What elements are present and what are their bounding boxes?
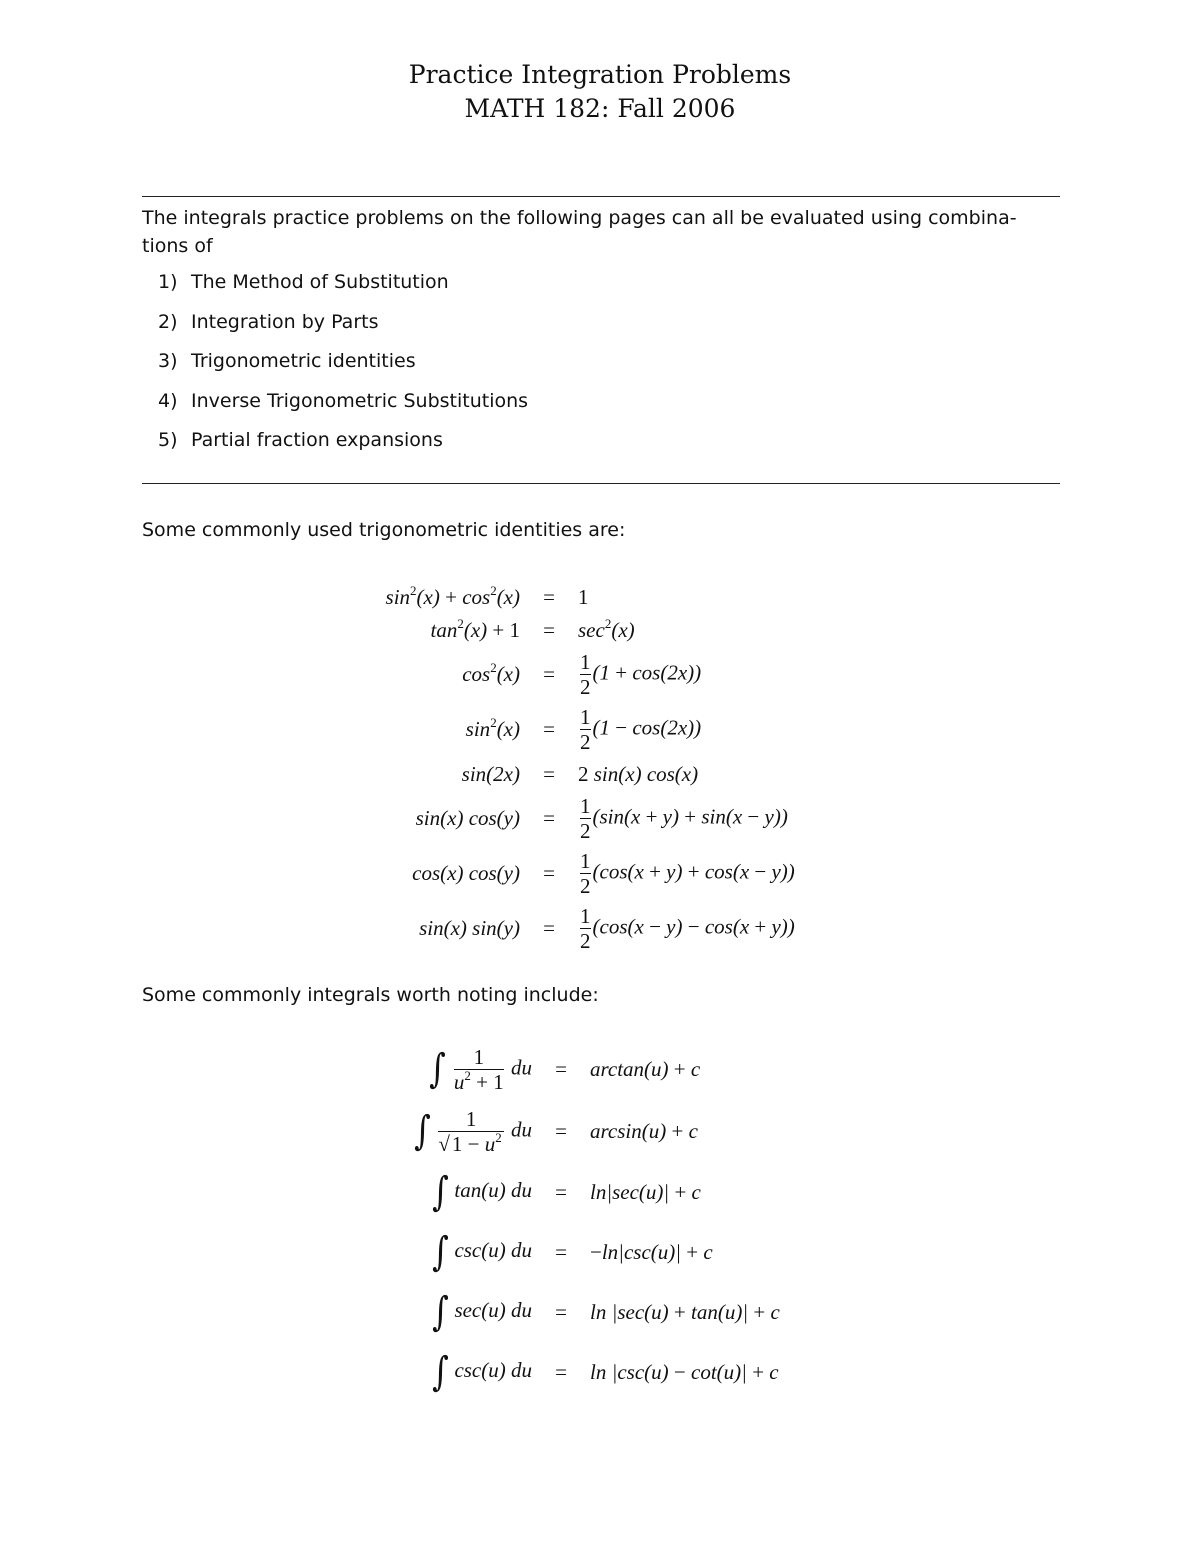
list-item-number: 2) xyxy=(158,310,178,333)
integral-lhs: ∫ $\frac{1}{u^2 + 1}$ du xyxy=(429,1044,532,1094)
integral-sign: ∫ xyxy=(431,1169,449,1215)
integrand-fraction: $\frac{1}{u^2 + 1}$ xyxy=(453,1044,504,1094)
integral-rhs: arctan(u) + c xyxy=(590,1056,701,1081)
equals-sign: = xyxy=(555,1239,567,1264)
identity-lhs: sin(x) cos(y) xyxy=(415,806,520,830)
list-item xyxy=(158,387,528,427)
list-item-number: 1) xyxy=(158,271,178,293)
equals-sign: = xyxy=(543,618,555,642)
identity-lhs: $\tan^2(x) + 1$ xyxy=(430,616,520,642)
equals-sign: = xyxy=(555,1359,567,1384)
identity-rhs: $\frac{1}{2}$ (1 − cos(2x)) xyxy=(580,705,702,754)
identity-rhs: $\sec^2(x)$ xyxy=(578,616,635,642)
equals-sign: = xyxy=(543,916,555,940)
identity-rhs: $\frac{1}{2}$ (sin(x + y) + sin(x − y)) xyxy=(580,794,788,843)
page-subtitle: MATH 182: Fall 2006 xyxy=(464,94,736,123)
integral-row xyxy=(380,1038,860,1100)
integral-lhs: ∫ csc(u) du xyxy=(431,1349,532,1395)
equals-sign: = xyxy=(555,1179,567,1204)
intro-paragraph: The integrals practice problems on the following pages can all be evaluated using combina- tions of xyxy=(142,207,1017,257)
integral-row xyxy=(380,1162,860,1222)
identity-rhs: $\frac{1}{2}$ (cos(x + y) + cos(x − y)) xyxy=(580,849,795,898)
integral-row xyxy=(380,1282,860,1342)
integral-rhs: ln |sec(u) + tan(u)| + c xyxy=(590,1299,780,1324)
identity-lhs: $\sin^2(x)$ xyxy=(465,715,520,741)
methods-list xyxy=(158,268,528,466)
list-item-label: Trigonometric identities xyxy=(191,350,416,372)
identity-rhs: $\frac{1}{2}$ (cos(x − y) − cos(x + y)) xyxy=(580,904,795,953)
identity-rhs: 2 sin(x) cos(x) xyxy=(578,761,699,786)
top-rule xyxy=(142,196,1060,197)
list-item-number: 4) xyxy=(158,389,178,412)
integral-rhs: ln|sec(u)| + c xyxy=(590,1179,701,1204)
bottom-rule xyxy=(142,483,1060,484)
identity-row xyxy=(330,846,870,901)
page-title: Practice Integration Problems xyxy=(408,60,792,89)
integral-lhs: ∫ sec(u) du xyxy=(431,1289,532,1335)
list-item xyxy=(158,347,528,387)
integrand-fraction: $\frac{1}{√1 - u^2}$ xyxy=(438,1106,502,1156)
integral-sign: ∫ xyxy=(429,1046,446,1092)
fraction-half: $\frac{1}{2}$ xyxy=(580,849,591,898)
identity-row xyxy=(330,580,870,614)
equals-sign: = xyxy=(543,761,555,786)
integral-row xyxy=(380,1222,860,1282)
identity-lhs: $\cos^2(x)$ xyxy=(462,660,520,686)
integrals-table xyxy=(380,1038,860,1402)
integral-rhs: arcsin(u) + c xyxy=(590,1118,698,1143)
integral-lhs: ∫ csc(u) du xyxy=(431,1229,532,1275)
equals-sign: = xyxy=(543,806,555,830)
fraction-half: $\frac{1}{2}$ xyxy=(580,650,591,699)
fraction-half: $\frac{1}{2}$ xyxy=(580,705,591,754)
identity-row xyxy=(330,901,870,956)
integral-sign: ∫ xyxy=(413,1108,431,1154)
integral-lhs: ∫ $\frac{1}{√1 - u^2}$ du xyxy=(413,1106,532,1156)
integral-sign: ∫ xyxy=(431,1349,449,1395)
identity-row xyxy=(330,647,870,702)
list-item-label: Integration by Parts xyxy=(191,310,379,333)
identities-heading: Some commonly used trigonometric identities are: xyxy=(142,519,626,541)
identity-lhs: sin(2x) xyxy=(461,761,520,786)
equals-sign: = xyxy=(555,1056,567,1081)
equals-sign: = xyxy=(543,662,555,686)
integral-lhs: ∫ tan(u) du xyxy=(431,1169,532,1215)
list-item-number: 5) xyxy=(158,429,178,451)
integral-row xyxy=(380,1342,860,1402)
title-block xyxy=(0,58,1200,126)
list-item-label: Inverse Trigonometric Substitutions xyxy=(191,389,529,412)
identities-table xyxy=(330,580,870,956)
integral-sign: ∫ xyxy=(431,1229,449,1275)
identity-lhs: sin(x) sin(y) xyxy=(419,916,520,940)
identity-row xyxy=(330,791,870,846)
equals-sign: = xyxy=(543,584,555,609)
identity-lhs: cos(x) cos(y) xyxy=(412,861,520,885)
list-item-label: The Method of Substitution xyxy=(191,271,449,293)
integral-rhs: ln |csc(u) − cot(u)| + c xyxy=(590,1359,779,1384)
identity-rhs: $\frac{1}{2}$ (1 + cos(2x)) xyxy=(580,650,702,699)
list-item xyxy=(158,268,528,308)
list-item-number: 3) xyxy=(158,350,178,372)
integrals-heading: Some commonly integrals worth noting include: xyxy=(142,984,599,1006)
fraction-half: $\frac{1}{2}$ xyxy=(580,794,591,843)
equals-sign: = xyxy=(543,861,555,885)
integral-row xyxy=(380,1100,860,1162)
identity-rhs: 1 xyxy=(578,584,589,609)
equals-sign: = xyxy=(555,1299,567,1324)
identity-row xyxy=(330,757,870,791)
equals-sign: = xyxy=(543,717,555,741)
identity-lhs: $\sin^2(x) + \cos^2(x)$ xyxy=(385,582,520,609)
identity-row xyxy=(330,702,870,757)
equals-sign: = xyxy=(555,1118,567,1143)
integral-rhs: −ln|csc(u)| + c xyxy=(590,1239,713,1264)
fraction-half: $\frac{1}{2}$ xyxy=(580,904,591,953)
identity-row xyxy=(330,614,870,647)
list-item xyxy=(158,308,528,348)
integral-sign: ∫ xyxy=(431,1289,449,1335)
list-item-label: Partial fraction expansions xyxy=(191,429,443,451)
list-item xyxy=(158,426,528,466)
